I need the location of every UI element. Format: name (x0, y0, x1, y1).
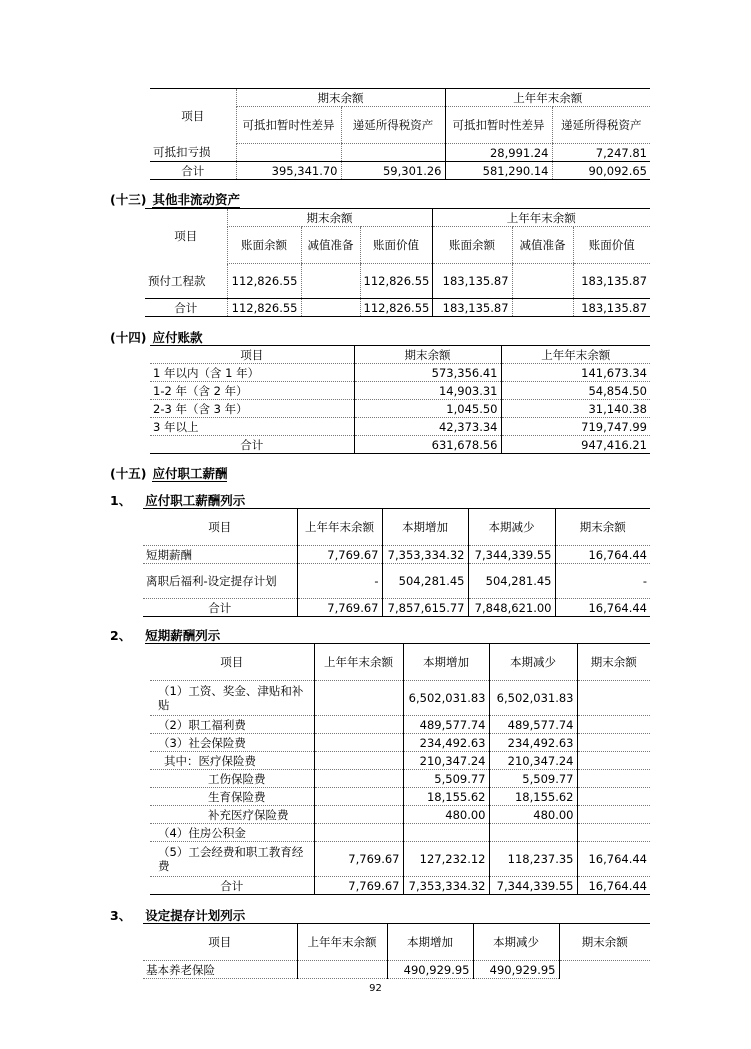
table-row: 1 年以内（含 1 年） 573,356.41 141,673.34 (150, 364, 650, 382)
header-item: 项目 (181, 109, 205, 124)
table-row: 短期薪酬 7,769.67 7,353,334.32 7,344,339.55 16,764.44 (143, 546, 650, 564)
table-row: 3 年以上 42,373.34 719,747.99 (150, 418, 650, 436)
header-col: 递延所得税资产 (552, 107, 650, 144)
table-row: 合计 7,769.67 7,353,334.32 7,344,339.55 16,764.44 (150, 877, 650, 895)
table-row: 合计 395,341.70 59,301.26 581,290.14 90,092.65 (150, 162, 650, 180)
defined-contribution-table: 项目 上年年末余额 本期增加 本期减少 期末余额 基本养老保险 490,929.95 490,929.95 (143, 923, 650, 979)
section-15-heading: (十五) 应付职工薪酬 (110, 466, 228, 481)
table-row: （1）工资、奖金、津贴和补贴 6,502,031.83 6,502,031.83 (150, 681, 650, 716)
deferred-tax-table (150, 88, 650, 180)
table-row: 合计 631,678.56 947,416.21 (150, 436, 650, 454)
table-row: 生育保险费 18,155.62 18,155.62 (150, 788, 650, 806)
table-row: 1-2 年（含 2 年） 14,903.31 54,854.50 (150, 382, 650, 400)
table-row: 补充医疗保险费 480.00 480.00 (150, 806, 650, 824)
accounts-payable-table: 项目 期末余额 上年年末余额 1 年以内（含 1 年） 573,356.41 141,673.34 1-2 年（含 2 年） 14,903.31 54,854.50 2-3 年（含 3 年） 1,045.50 31,140.38 3 年以上 42,373.34 719,747.99 合计 631,678.56 947,416.21 (150, 345, 650, 454)
subsection-3-heading: 3、 设定提存计划列示 (110, 908, 246, 923)
table-row: 合计 7,769.67 7,857,615.77 7,848,621.00 16,764.44 (143, 599, 650, 617)
table-row: 合计 112,826.55 112,826.55 183,135.87 183,135.87 (145, 299, 650, 317)
table-row: （2）职工福利费 489,577.74 489,577.74 (150, 716, 650, 734)
table-row: 2-3 年（含 3 年） 1,045.50 31,140.38 (150, 400, 650, 418)
table-row: 其中：医疗保险费 210,347.24 210,347.24 (150, 752, 650, 770)
header-item: 项目 (174, 229, 198, 244)
table-row: 预付工程款 112,826.55 112,826.55 183,135.87 183,135.87 (145, 264, 650, 299)
table-row: 可抵扣亏损 28,991.24 7,247.81 (150, 144, 650, 162)
table-row: 离职后福利-设定提存计划 - 504,281.45 504,281.45 - (143, 564, 650, 599)
header-col: 可抵扣暂时性差异 (445, 107, 552, 144)
header-prior-year-end: 上年年末余额 (445, 89, 650, 107)
other-non-current-assets-table: 项目 期末余额 上年年末余额 账面余额 减值准备 账面价值 账面余额 减值准备 账面价值 预付工程款 112,826.55 112,826.55 183,135.87 183,135.87 合计 112,826.55 112,826.55 183,135.87 183,135.87 (145, 208, 650, 317)
table-row: 基本养老保险 490,929.95 490,929.95 (143, 961, 650, 979)
table-row: （3）社会保险费 234,492.63 234,492.63 (150, 734, 650, 752)
page-number: 92 (369, 983, 382, 994)
section-14-heading: (十四) 应付账款 (110, 330, 203, 345)
table-row: 工伤保险费 5,509.77 5,509.77 (150, 770, 650, 788)
short-term-compensation-table: 项目 上年年末余额 本期增加 本期减少 期末余额 （1）工资、奖金、津贴和补贴 6,502,031.83 6,502,031.83 （2）职工福利费 489,577.74 489,577.74 （3）社会保险费 234,492.63 234,492.63 其中：医疗保险费 210,347.24 210,347.24 工伤保险费 5,509.77 5,509.77 生育保险费 18,155.62 18,155.62 补充医疗保险费 480.00 480.00 （4）住房公积金 （5）工会经费和职工教育经费 7,769.67 127,232.12 118,237.35 16,764.44 合计 7,769.67 7,353,334.32 7,344,339.55 16,764.44 (150, 643, 650, 895)
table-row: （5）工会经费和职工教育经费 7,769.67 127,232.12 118,237.35 16,764.44 (150, 842, 650, 877)
header-col: 递延所得税资产 (341, 107, 445, 144)
section-13-heading: (十三) 其他非流动资产 (110, 192, 240, 207)
header-prior-year-end: 上年年末余额 (432, 209, 650, 227)
header-period-end: 期末余额 (236, 89, 445, 107)
subsection-2-heading: 2、 短期薪酬列示 (110, 628, 221, 643)
subsection-1-heading: 1、 应付职工薪酬列示 (110, 493, 246, 508)
table-row: （4）住房公积金 (150, 824, 650, 842)
header-col: 可抵扣暂时性差异 (236, 107, 341, 144)
header-period-end: 期末余额 (227, 209, 432, 227)
employee-compensation-table: 项目 上年年末余额 本期增加 本期减少 期末余额 短期薪酬 7,769.67 7,353,334.32 7,344,339.55 16,764.44 离职后福利-设定提存计划 - 504,281.45 504,281.45 - 合计 7,769.67 7,857,615.77 7,848,621.00 16,764.44 (143, 508, 650, 617)
